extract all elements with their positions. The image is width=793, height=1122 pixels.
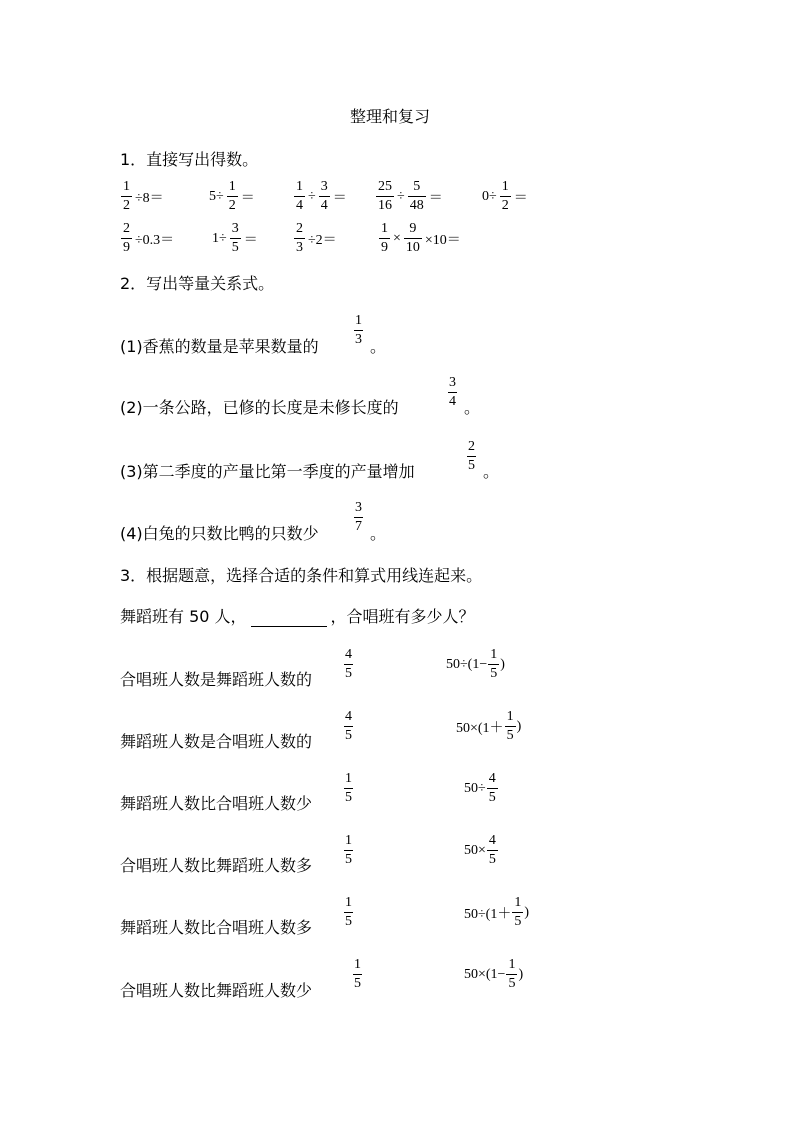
operator-text: × [393,230,401,246]
fraction [376,180,394,213]
condition-1-text: 合唱班人数是舞蹈班人数的 [120,670,313,689]
operator-text: ÷2＝ [308,232,337,248]
condition-1-fraction: 4 5 [345,647,352,681]
condition-5-fraction: 1 5 [345,895,352,929]
numerator: 1 [228,179,236,194]
operator-text: ×10＝ [424,232,461,248]
operator-text: ÷ [308,188,316,204]
operator-text: ÷ [397,188,405,204]
numerator: 2 [296,221,303,236]
q2-heading: 2．写出等量关系式。 [120,274,275,293]
denominator: 4 [320,198,328,213]
formula-4: 50× $\frac{4}{5}$ [464,833,496,867]
operator-text: 1÷ [212,230,227,246]
numerator: 9 [409,221,417,236]
condition-6-fraction: 1 5 [354,957,361,991]
q1-expr [293,180,349,213]
q2-item-3-end: 。 [483,462,500,481]
page-title: 整理和复习 [350,107,431,126]
condition-5-text: 舞蹈班人数比合唱班人数多 [120,918,313,937]
denominator: 48 [409,198,424,213]
q2-item-2-end: 。 [464,398,481,417]
formula-1: 50÷(1− $\frac{1}{5}$ ) [446,647,505,681]
operator-text: ＝ [240,190,255,206]
q2-item-2-fraction: 3 4 [449,375,456,409]
condition-2-text: 舞蹈班人数是合唱班人数的 [120,732,313,751]
condition-4-text: 合唱班人数比舞蹈班人数多 [120,856,313,875]
denominator: 2 [501,198,509,213]
q2-item-1-text: (1)香蕉的数量是苹果数量的 [120,337,319,356]
fraction [319,180,330,213]
numerator: 1 [296,179,303,194]
denominator: 10 [405,240,420,255]
condition-4-fraction: 1 5 [345,833,352,867]
fraction [404,222,422,255]
fraction [294,222,305,255]
operator-text: ÷8＝ [135,190,164,206]
denominator: 2 [123,198,130,213]
q2-item-2-text: (2)一条公路，已修的长度是未修长度的 [120,398,399,417]
fraction [408,180,426,213]
numerator: 1 [381,221,388,236]
q2-item-4-end: 。 [370,524,387,543]
operator-text: ＝ [513,190,528,206]
q2-item-1-fraction: 1 3 [355,313,362,347]
denominator: 2 [228,198,236,213]
condition-3-fraction: 1 5 [345,771,352,805]
fraction [500,180,511,213]
q2-item-3-text: (3)第二季度的产量比第一季度的产量增加 [120,462,415,481]
fraction [227,180,238,213]
q1-expr [120,180,166,213]
formula-2: 50×(1＋ $\frac{1}{5}$ ) [456,709,522,743]
q1-expr [378,222,463,255]
numerator: 25 [378,179,392,194]
fraction [121,180,132,213]
q1-heading: 1．直接写出得数。 [120,150,259,169]
condition-2-fraction: 4 5 [345,709,352,743]
numerator: 3 [231,221,239,236]
numerator: 3 [320,179,328,194]
denominator: 9 [381,240,388,255]
fraction [294,180,305,213]
operator-text: ÷0.3＝ [135,232,175,248]
denominator: 16 [378,198,392,213]
numerator: 1 [501,179,509,194]
q3-problem [120,607,475,627]
q2-item-3-fraction: 2 5 [468,439,475,473]
q1-expr [207,180,257,213]
q1-expr [480,180,530,213]
formula-5: 50÷(1＋ $\frac{1}{5}$ ) [464,895,530,929]
denominator: 5 [231,240,239,255]
q1-expr [375,180,445,213]
fraction [121,222,132,255]
numerator: 1 [123,179,130,194]
numerator: 5 [413,179,421,194]
q2-item-4-text: (4)白兔的只数比鸭的只数少 [120,524,319,543]
operator-text: ＝ [243,232,258,248]
numerator: 2 [123,221,130,236]
answer-blank[interactable] [251,610,327,627]
fraction [230,222,241,255]
q1-expr [210,222,260,255]
q3-problem-start: 舞蹈班有 50 人， [120,607,247,626]
condition-6-text: 合唱班人数比舞蹈班人数少 [120,981,313,1000]
operator-text: 5÷ [209,188,224,204]
q1-expr [293,222,339,255]
denominator: 9 [123,240,130,255]
denominator: 3 [296,240,303,255]
operator-text: ＝ [332,190,347,206]
condition-3-text: 舞蹈班人数比合唱班人数少 [120,794,313,813]
formula-6: 50×(1− $\frac{1}{5}$ ) [464,957,524,991]
formula-3: 50÷ $\frac{4}{5}$ [464,771,496,805]
q2-item-4-fraction: 3 7 [355,500,362,534]
q3-heading: 3．根据题意，选择合适的条件和算式用线连起来。 [120,566,483,585]
fraction [379,222,390,255]
q1-expr [120,222,176,255]
q3-problem-end: ，合唱班有多少人？ [330,607,475,626]
operator-text: ＝ [428,190,443,206]
q2-item-1-end: 。 [370,337,387,356]
operator-text: 0÷ [482,188,497,204]
denominator: 4 [296,198,303,213]
